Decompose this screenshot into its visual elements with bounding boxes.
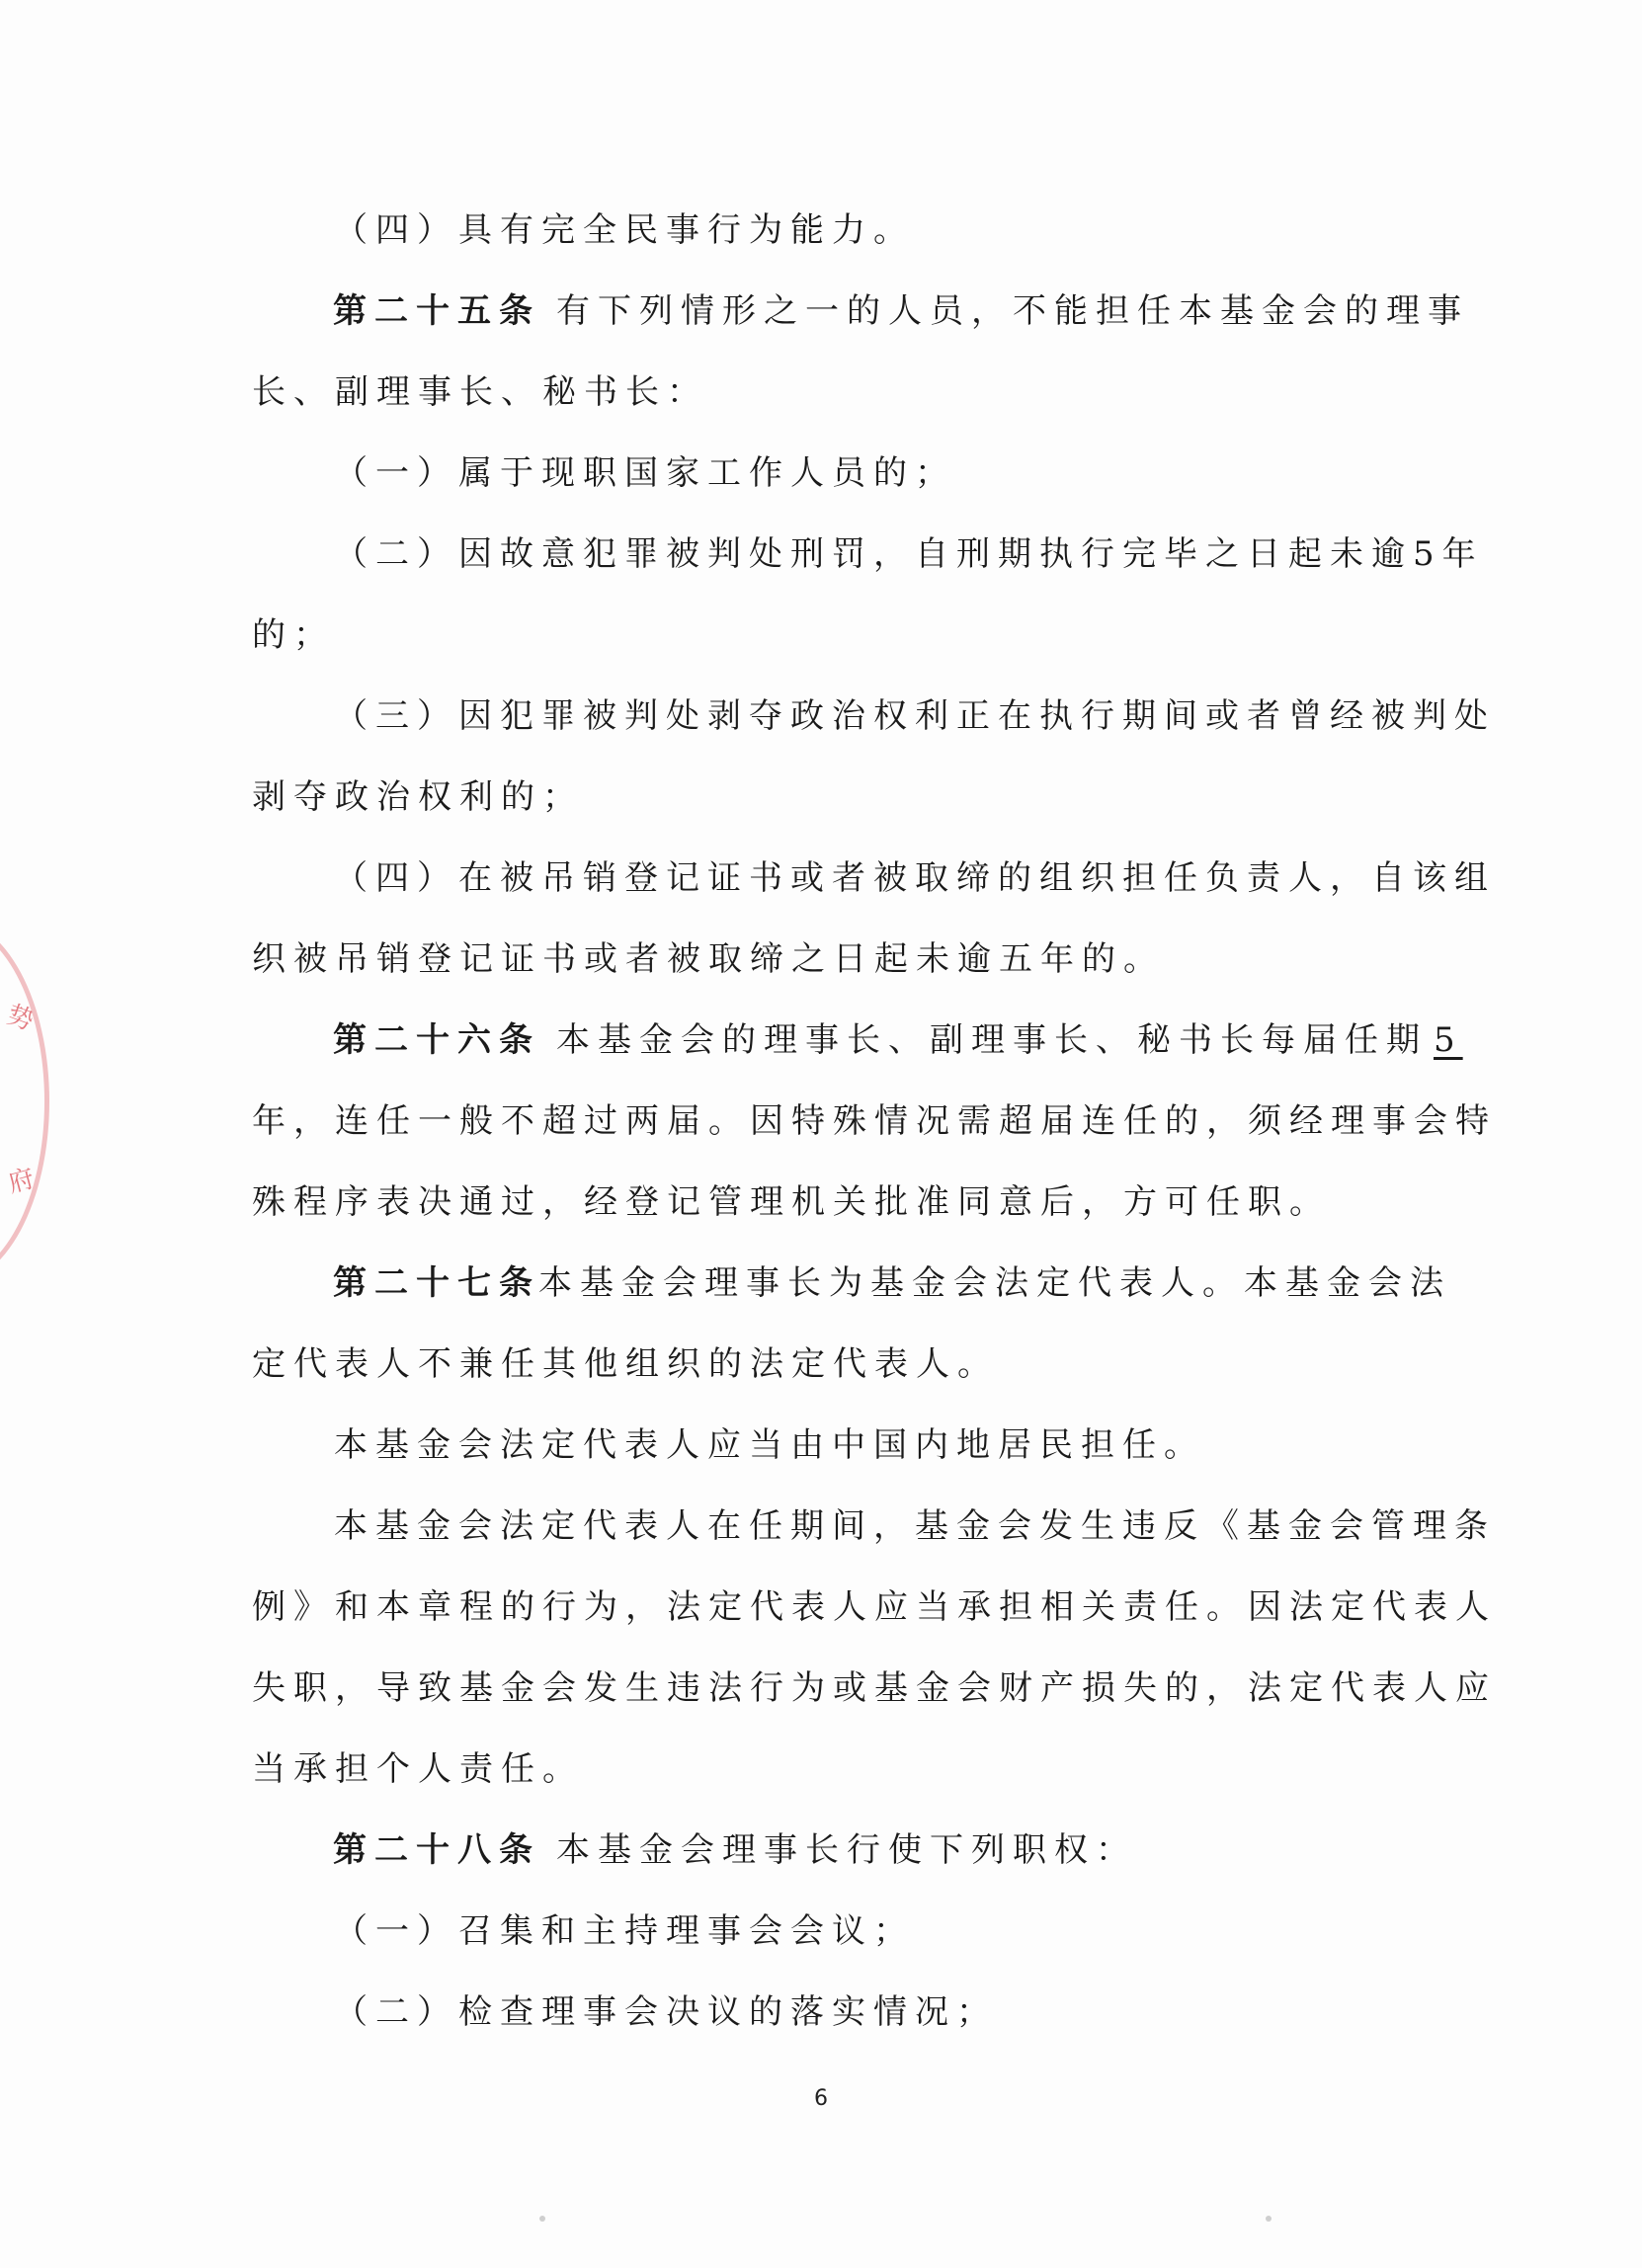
paragraph-line: 有下列情形之一的人员，不能担任本基金会的理事: [556, 291, 1469, 331]
article-26-heading: [333, 1020, 540, 1060]
article-number: 第二十六条: [333, 1020, 540, 1060]
article-25-heading: [333, 291, 540, 331]
paragraph-line: 长、副理事长、秘书长：: [252, 372, 708, 412]
article-28-heading: [333, 1830, 540, 1870]
paragraph-line: 失职，导致基金会发生违法行为或基金会财产损失的，法定代表人应: [252, 1668, 1497, 1708]
official-seal: [0, 919, 49, 1284]
paragraph-line: [556, 1020, 1463, 1060]
paragraph-line: （二）因故意犯罪被判处刑罚，自刑期执行完毕之日起未逾5年: [334, 534, 1484, 574]
paragraph-line: 年，连任一般不超过两届。因特殊情况需超届连任的，须经理事会特: [252, 1101, 1497, 1141]
paragraph-line: 本基金会法定代表人在任期间，基金会发生违反《基金会管理条: [334, 1506, 1496, 1546]
paragraph-line: 织被吊销登记证书或者被取缔之日起未逾五年的。: [252, 939, 1165, 979]
paragraph-line: 的；: [252, 615, 335, 655]
paragraph-line: 殊程序表决通过，经登记管理机关批准同意后，方可任职。: [252, 1182, 1331, 1222]
article-number: 第二十七条: [333, 1263, 540, 1303]
paragraph-line: （二）检查理事会决议的落实情况；: [334, 1992, 998, 2032]
paragraph-line: （一）召集和主持理事会会议；: [334, 1911, 915, 1951]
paragraph-line: （一）属于现职国家工作人员的；: [334, 453, 956, 493]
paragraph-line: 定代表人不兼任其他组织的法定代表人。: [252, 1344, 999, 1384]
term-value: 5: [1434, 1020, 1463, 1060]
article-number: 第二十五条: [333, 291, 540, 331]
seal-fragment-2: 府: [5, 1164, 39, 1199]
scan-speck: [1266, 2216, 1272, 2222]
scan-speck: [539, 2216, 545, 2222]
paragraph-line: 本基金会法定代表人应当由中国内地居民担任。: [334, 1425, 1205, 1465]
paragraph-line: 本基金会理事长为基金会法定代表人。本基金会法: [538, 1263, 1451, 1303]
paragraph-line: 当承担个人责任。: [252, 1749, 584, 1789]
article-27-heading: [333, 1263, 540, 1303]
paragraph-line: 本基金会理事长行使下列职权：: [556, 1830, 1137, 1870]
paragraph-text: 本基金会的理事长、副理事长、秘书长每届任期: [556, 1020, 1428, 1060]
paragraph-line: （三）因犯罪被判处剥夺政治权利正在执行期间或者曾经被判处: [334, 696, 1496, 736]
page-number: 6: [814, 2086, 828, 2111]
paragraph-line: （四）具有完全民事行为能力。: [334, 210, 915, 250]
paragraph-line: （四）在被吊销登记证书或者被取缔的组织担任负责人，自该组: [334, 858, 1496, 898]
article-number: 第二十八条: [333, 1830, 540, 1870]
paragraph-line: 例》和本章程的行为，法定代表人应当承担相关责任。因法定代表人: [252, 1587, 1497, 1627]
seal-fragment-1: 势: [2, 1000, 38, 1037]
paragraph-line: 剥夺政治权利的；: [252, 777, 584, 817]
